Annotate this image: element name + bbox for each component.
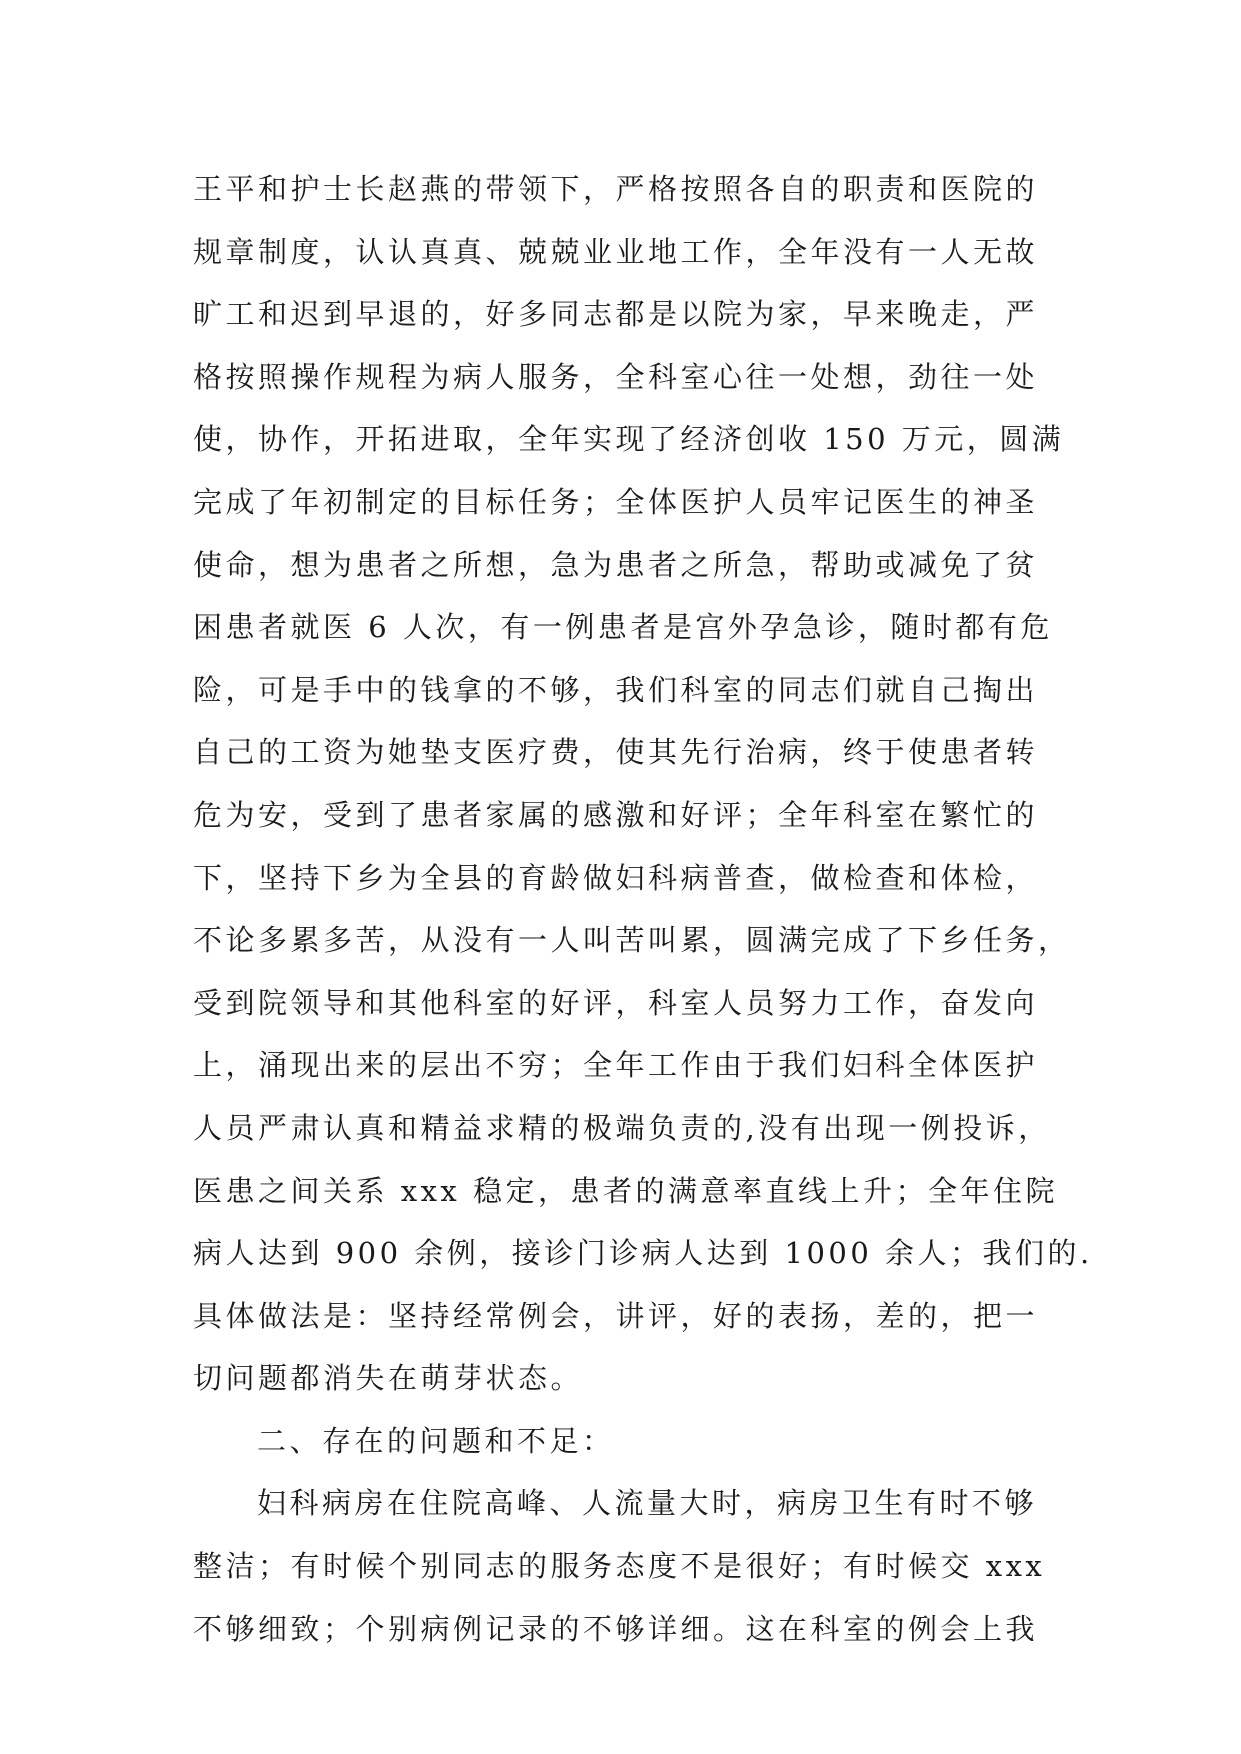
text-line: 王平和护士长赵燕的带领下，严格按照各自的职责和医院的 (193, 172, 1039, 206)
document-body (193, 158, 1093, 1660)
text-line: 不论多累多苦，从没有一人叫苦叫累，圆满完成了下乡任务， (193, 923, 1071, 958)
text-line: 妇科病房在住院高峰、人流量大时，病房卫生有时不够 (257, 1486, 1038, 1521)
text-line: 切问题都消失在萌芽状态。 (193, 1361, 584, 1396)
text-line: 医患之间关系 xxx 稳定，患者的满意率直线上升；全年住院 (193, 1173, 1059, 1208)
text-line: 使命，想为患者之所想，急为患者之所急，帮助或减免了贫 (193, 547, 1039, 582)
text-line: 困患者就医 6 人次，有一例患者是宫外孕急诊，随时都有危 (193, 610, 1053, 645)
text-line: 规章制度，认认真真、兢兢业业地工作，全年没有一人无故 (193, 234, 1039, 269)
text-line: 病人达到 900 余例，接诊门诊病人达到 1000 余人；我们的. (193, 1236, 1093, 1271)
text-line: 不够细致；个别病例记录的不够详细。这在科室的例会上我 (193, 1611, 1039, 1646)
text-line: 上，涌现出来的层出不穷；全年工作由于我们妇科全体医护 (193, 1048, 1039, 1083)
text-line: 整洁；有时候个别同志的服务态度不是很好；有时候交 xxx (193, 1549, 1046, 1584)
text-line: 人员严肃认真和精益求精的极端负责的,没有出现一例投诉， (193, 1110, 1051, 1145)
text-line: 危为安，受到了患者家属的感激和好评；全年科室在繁忙的 (193, 797, 1039, 832)
text-line: 险，可是手中的钱拿的不够，我们科室的同志们就自己掏出 (193, 672, 1039, 707)
text-line: 具体做法是：坚持经常例会，讲评，好的表扬，差的，把一 (193, 1298, 1039, 1333)
section-heading: 二、存在的问题和不足： (257, 1423, 615, 1458)
text-line: 旷工和迟到早退的，好多同志都是以院为家，早来晚走，严 (193, 297, 1039, 332)
text-line: 格按照操作规程为病人服务，全科室心往一处想，劲往一处 (193, 359, 1039, 394)
text-line: 完成了年初制定的目标任务；全体医护人员牢记医生的神圣 (193, 484, 1039, 519)
text-line: 受到院领导和其他科室的好评，科室人员努力工作，奋发向 (193, 985, 1039, 1020)
text-line: 使，协作，开拓进取，全年实现了经济创收 150 万元，圆满 (193, 422, 1065, 457)
text-line: 下，坚持下乡为全县的育龄做妇科病普查，做检查和体检， (193, 860, 1039, 895)
text-line: 自己的工资为她垫支医疗费，使其先行治病，终于使患者转 (193, 735, 1039, 770)
